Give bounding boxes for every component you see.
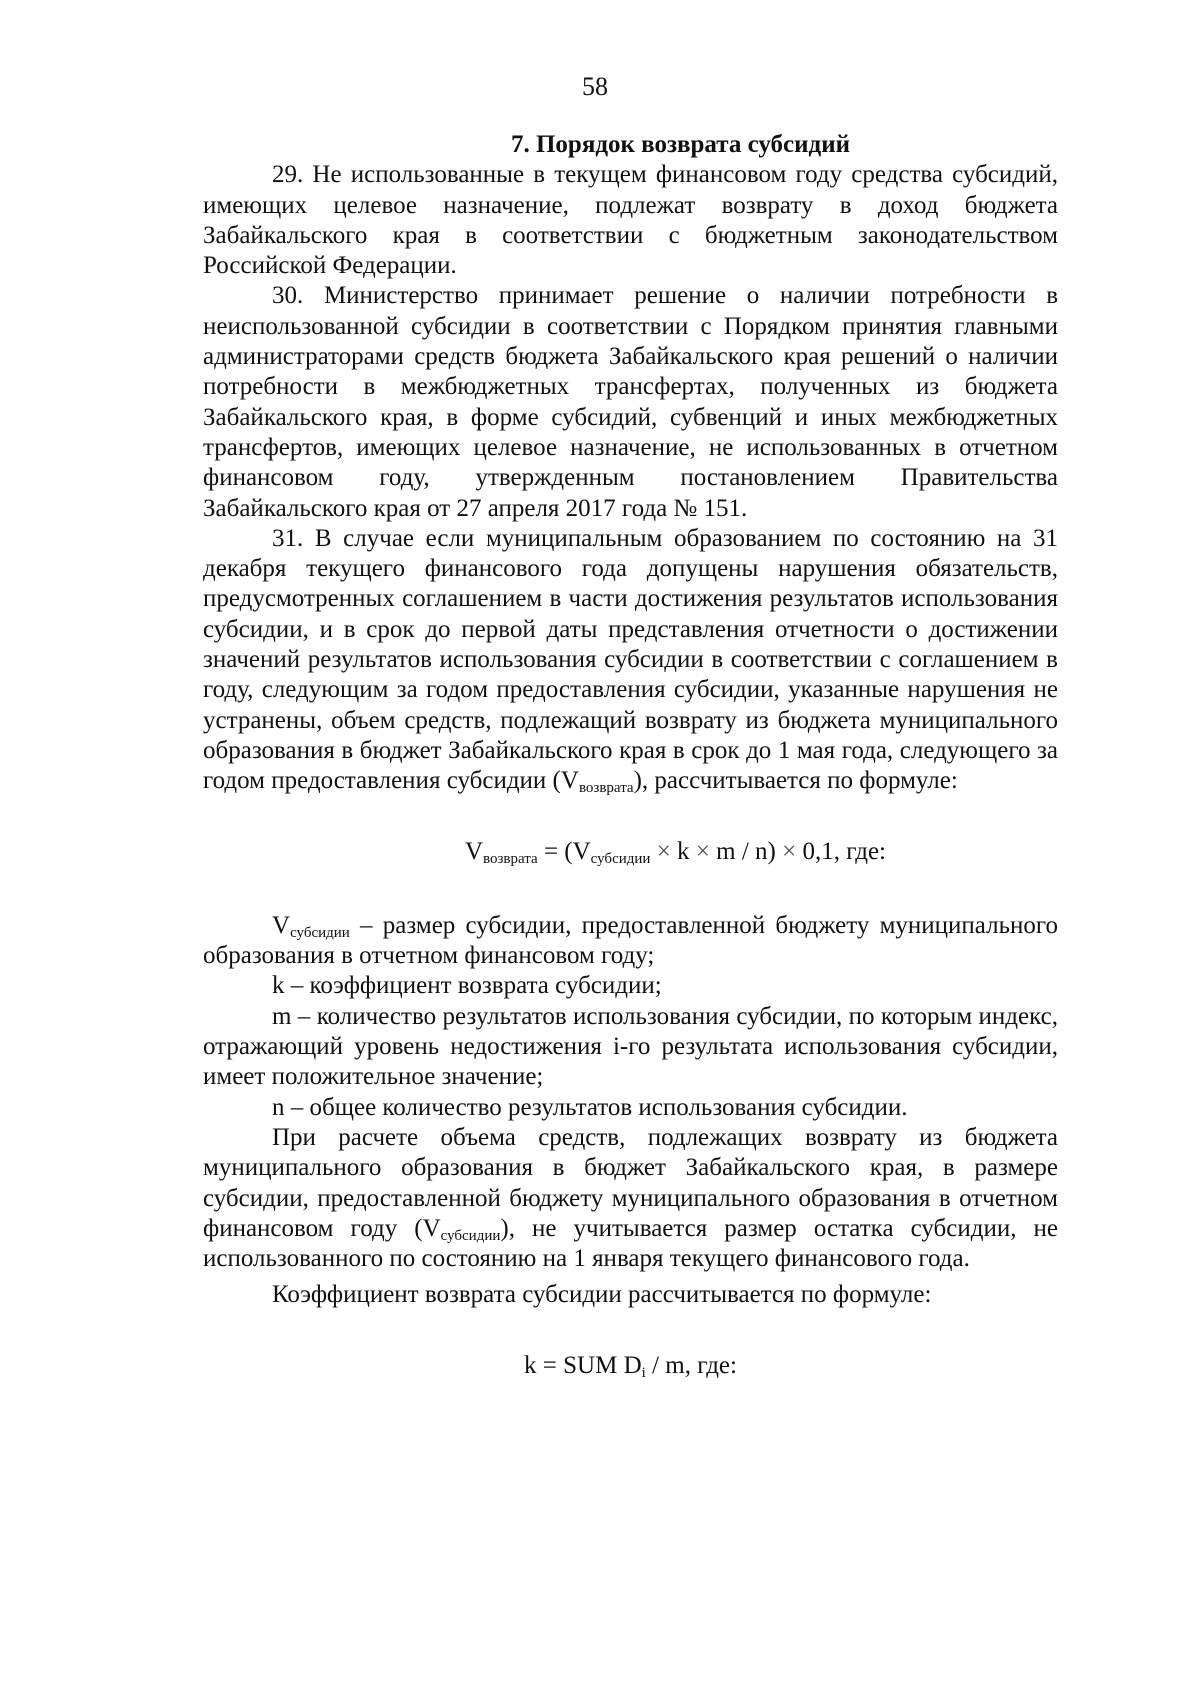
paragraph-30: 30. Министерство принимает решение о наличии потребности в неиспользованной субсидии в соответствии с Порядком принятия главными администраторами средств бюджета Забайкальского края решений о наличии потребности в межбюджетных трансфертах, полученных из бюджета Забайкальского края, в форме субсидий, субвенций и иных межбюджетных трансфертов, имеющих целевое назначение, не использованных в отчетном финансовом году, утвержденным постановлением Правительства Забайкальского края от 27 апреля 2017 года № 151. xyxy=(203,282,1058,522)
paragraph-31-tail: ), рассчитывается по формуле: xyxy=(633,767,958,795)
calculation-subscript: субсидии xyxy=(440,1227,501,1244)
definition-vsub-v: V xyxy=(272,911,291,939)
calculation-text-2: ), не учитывается размер остатка субсидии, не использованного по состоянию на 1 января текущего финансового года. xyxy=(203,1214,1058,1273)
coefficient-intro: Коэффициент возврата субсидии рассчитывается по формуле: xyxy=(272,1281,932,1309)
formula-v-subscript: возврата xyxy=(483,850,538,867)
formula-eq: = (V xyxy=(537,837,591,865)
definition-n: n – общее количество результатов использования субсидии. xyxy=(272,1093,908,1121)
calculation-paragraph xyxy=(203,1123,1058,1274)
formula-tail: 0,1, где: xyxy=(802,837,887,865)
formula-mn: m / n) xyxy=(716,837,776,865)
page-number: 58 xyxy=(582,72,608,101)
definition-vsub-text: – размер субсидии, предоставленной бюджету муниципального образования в отчетном финансовом году; xyxy=(203,911,1058,970)
calculation-text-1: При расчете объема средств, подлежащих возврату из бюджета муниципального образования в бюджет Забайкальского края, в размере субсидии, предоставленной бюджету муниципального образования в отчетном финансовом году (V xyxy=(203,1123,1058,1242)
coefficient-formula xyxy=(203,1351,1058,1381)
paragraph-31-subscript: возврата xyxy=(578,780,634,797)
definition-k: k – коэффициент возврата субсидии; xyxy=(272,972,662,1000)
definition-vsub xyxy=(203,911,1058,972)
formula-vs-subscript: субсидии xyxy=(590,850,651,867)
coefficient-formula-lhs: k = SUM D xyxy=(524,1351,642,1379)
formula-k: k xyxy=(677,837,690,865)
coefficient-formula-tail: / m, где: xyxy=(645,1351,737,1379)
formula-times-3: × xyxy=(775,837,803,865)
section-heading: 7. Порядок возврата субсидий xyxy=(510,131,851,158)
return-volume-formula xyxy=(203,837,1058,867)
document-body xyxy=(203,130,1058,1381)
paragraph-29: 29. Не использованные в текущем финансовом году средства субсидий, имеющих целевое назначение, подлежат возврату в доход бюджета Забайкальского края в соответствии с бюджетным законодательством Российской Федерации. xyxy=(203,161,1058,280)
coefficient-formula-subscript: i xyxy=(641,1364,646,1381)
formula-times-2: × xyxy=(689,837,717,865)
definition-vsub-subscript: субсидии xyxy=(290,924,350,941)
paragraph-31-text: 31. В случае если муниципальным образованием по состоянию на 31 декабря текущего финансового года допущены нарушения обязательств, предусмотренных соглашением в части достижения результатов использования субсидии, и в срок до первой даты представления отчетности о достижении значений результатов использования субсидии в соответствии с соглашением в году, следующим за годом предоставления субсидии, указанные нарушения не устранены, объем средств, подлежащий возврату из бюджета муниципального образования в бюджет Забайкальского края в срок до 1 мая года, следующего за годом предоставления субсидии (V xyxy=(203,524,1058,795)
definition-m: m – количество результатов использования субсидии, по которым индекс, отражающий уровень недостижения i-го результата использования субсидии, имеет положительное значение; xyxy=(203,1002,1058,1091)
paragraph-31 xyxy=(203,524,1058,797)
formula-times-1: × xyxy=(650,837,678,865)
formula-v: V xyxy=(464,837,484,865)
